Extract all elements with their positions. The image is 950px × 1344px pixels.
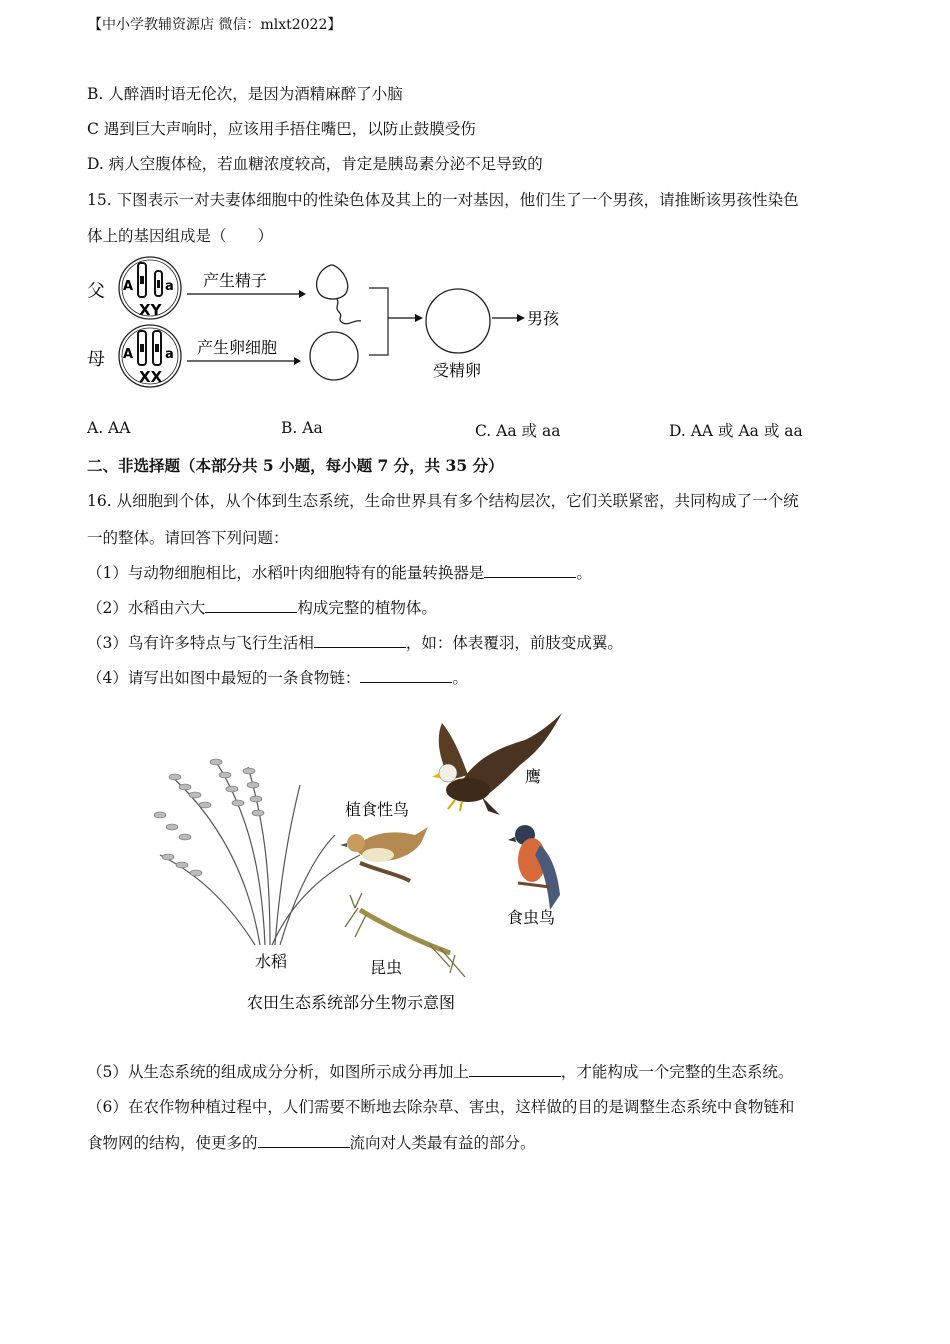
q16-part3 [87,631,623,653]
seed-bird-image [340,827,428,881]
q14-option-c: C 遇到巨大声响时，应该用手捂住嘴巴，以防止鼓膜受伤 [87,120,476,138]
q16-part1-text: （1）与动物细胞相比，水稻叶肉细胞特有的能量转换器是 [87,564,485,582]
mother-cell [119,325,181,387]
q16-part3-blank[interactable] [314,633,406,648]
q15-option-b: B. Aa [281,419,323,437]
ecosystem-figure [130,705,590,1025]
q16-part2-end: 构成完整的植物体。 [297,599,437,617]
q16-part5 [87,1060,793,1082]
q16-part6-end: 流向对人类最有益的部分。 [349,1134,536,1152]
boy-label: 男孩 [527,309,560,328]
sperm-label: 产生精子 [203,271,268,290]
q16-part2-text: （2）水稻由六大 [87,599,206,617]
q16-part4-blank[interactable] [360,668,452,683]
q16-part5-end: ，才能构成一个完整的生态系统。 [560,1063,794,1081]
q16-part1 [87,561,592,583]
q16-part5-text: （5）从生态系统的组成成分分析，如图所示成分再加上 [87,1063,469,1081]
q16-part4-text: （4）请写出如图中最短的一条食物链： [87,669,361,687]
q16-part1-blank[interactable] [484,563,576,578]
q16-part3-text: （3）鸟有许多特点与飞行生活相 [87,634,314,652]
zygote-label: 受精卵 [433,361,482,380]
q14-option-b: B. 人醉酒时语无伦次，是因为酒精麻醉了小脑 [87,85,403,103]
q16-part6-blank[interactable] [258,1133,350,1148]
q15-option-a: A. AA [87,419,131,437]
mother-chromosomes: XX [139,368,163,386]
q14-option-d: D. 病人空腹体检，若血糖浓度较高，肯定是胰岛素分泌不足导致的 [87,155,543,173]
q16-part3-end: ，如：体表覆羽，前肢变成翼。 [405,634,623,652]
eagle-label: 鹰 [525,767,542,786]
insect-bird-image [508,825,560,910]
q15-stem-line2: 体上的基因组成是（ ） [87,227,274,245]
q16-stem-line1: 16. 从细胞到个体，从个体到生态系统，生命世界具有多个结构层次，它们关联紧密，共同构成了一个统 [87,492,799,510]
sperm-icon [317,265,361,324]
father-gene-dominant: A [123,279,134,294]
q16-part2 [87,596,437,618]
mother-gene-recessive: a [165,347,174,362]
father-label: 父 [87,281,105,302]
q15-option-d: D. AA 或 Aa 或 aa [669,422,803,440]
q16-stem-line2: 一的整体。请回答下列问题： [87,529,289,547]
mother-label: 母 [87,349,105,370]
q16-part4-end: 。 [452,669,468,687]
insect-image [345,893,465,977]
insect-bird-label: 食虫鸟 [507,908,556,927]
q16-part2-blank[interactable] [205,598,297,613]
seed-bird-label: 植食性鸟 [345,800,410,819]
page-header: 【中小学教辅资源店 微信：mlxt2022】 [88,17,342,33]
figure-caption: 农田生态系统部分生物示意图 [247,993,456,1012]
eagle-image [432,713,562,815]
q16-part4 [87,666,468,688]
q16-part5-blank[interactable] [469,1062,561,1077]
q15-stem-line1: 15. 下图表示一对夫妻体细胞中的性染色体及其上的一对基因，他们生了一个男孩，请推断该男孩性染色 [87,191,799,209]
zygote-icon [426,289,490,353]
egg-label: 产生卵细胞 [197,338,278,357]
rice-label: 水稻 [255,952,288,971]
mother-gene-dominant: A [123,347,134,362]
rice-plant-image [154,759,360,945]
genetics-diagram [85,255,575,395]
father-gene-recessive: a [165,279,174,294]
father-cell [119,257,181,319]
q16-part6-text: 食物网的结构，使更多的 [87,1134,258,1152]
q16-part6-line1: （6）在农作物种植过程中，人们需要不断地去除杂草、害虫，这样做的目的是调整生态系统中食物链和 [87,1098,795,1116]
q16-part6-line2 [87,1131,536,1153]
q16-part1-end: 。 [576,564,592,582]
section-heading: 二、非选择题（本部分共 5 小题，每小题 7 分，共 35 分） [87,456,504,475]
egg-icon [310,332,358,380]
insect-label: 昆虫 [370,958,403,977]
father-chromosomes: XY [139,301,162,319]
q15-option-c: C. Aa 或 aa [475,422,561,440]
